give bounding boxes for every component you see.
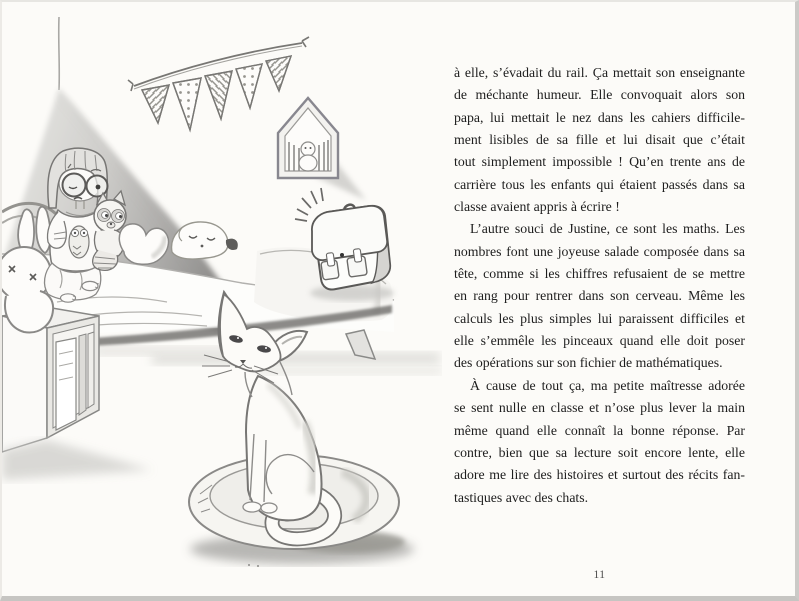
text-line: adore me lire des histoires et surtout des récits fan- bbox=[454, 467, 745, 483]
satchel-flap bbox=[312, 206, 387, 260]
text-line: ment lisibles de sa fille et lui disait que c’était bbox=[454, 132, 745, 148]
cat-paw bbox=[261, 503, 277, 513]
text-line: des opérations sur son fichier de mathématiques. bbox=[454, 355, 723, 371]
girl-foot bbox=[82, 281, 98, 290]
book bbox=[79, 334, 86, 415]
sleeping-puppy-plush bbox=[172, 222, 238, 259]
text-line: elle s’emmêle les pinceaux quand elle doit poser bbox=[454, 333, 745, 349]
bird-figure bbox=[301, 142, 315, 156]
text-line: tastiques avec des chats. bbox=[454, 489, 589, 505]
text-line: tête, comme si les chiffres refusaient de se mettre bbox=[454, 266, 745, 282]
text-line: À cause de tout ça, ma petite maîtresse adorée bbox=[470, 377, 745, 393]
text-line: papa, lui mettait le nez dans les cahiers difficile- bbox=[454, 109, 745, 125]
text-line: à elle, s’évadait du rail. Ça mettait son enseignante bbox=[454, 65, 745, 80]
heart-pillow bbox=[119, 224, 168, 264]
text-line: calculs les plus simples lui paraissent difficiles et bbox=[454, 310, 745, 326]
bunting-flags bbox=[128, 37, 309, 130]
text-line: classe avaient appris à écrire ! bbox=[454, 199, 620, 215]
nightstand-shelf bbox=[2, 308, 152, 480]
girl-foot bbox=[61, 294, 76, 302]
text-line: de méchante humeur. Elle convoquait alors son bbox=[454, 87, 745, 103]
text-column bbox=[454, 62, 745, 509]
girl-glasses-left bbox=[63, 174, 86, 197]
text-line: carrière tous les enfants qui étaient passés dans sa bbox=[454, 176, 745, 192]
text-line: contre, bien que sa lecture soit encore lente, elle bbox=[454, 444, 745, 460]
bedroom-illustration bbox=[2, 2, 442, 598]
text-line: se sent nulle en classe et n’ose plus lever la main bbox=[454, 400, 745, 416]
cat-paw bbox=[243, 502, 261, 512]
owl-print bbox=[69, 226, 89, 258]
text-line: en rang pour rentrer dans son cerveau. Même les bbox=[454, 288, 745, 304]
cat-on-cushion bbox=[189, 292, 414, 564]
book bbox=[56, 338, 76, 430]
book bbox=[88, 332, 94, 408]
house-shelf bbox=[278, 98, 366, 200]
text-line: nombres font une joyeuse salade composée dans sa bbox=[454, 243, 745, 259]
text-line: même quand elle connaît la bonne réponse. Par bbox=[454, 422, 745, 438]
page-number: 11 bbox=[593, 569, 606, 581]
text-line: L’autre souci de Justine, ce sont les maths. Les bbox=[470, 221, 745, 237]
text-line: tout simplement impossible ! Qu’en trente ans de bbox=[454, 154, 745, 170]
